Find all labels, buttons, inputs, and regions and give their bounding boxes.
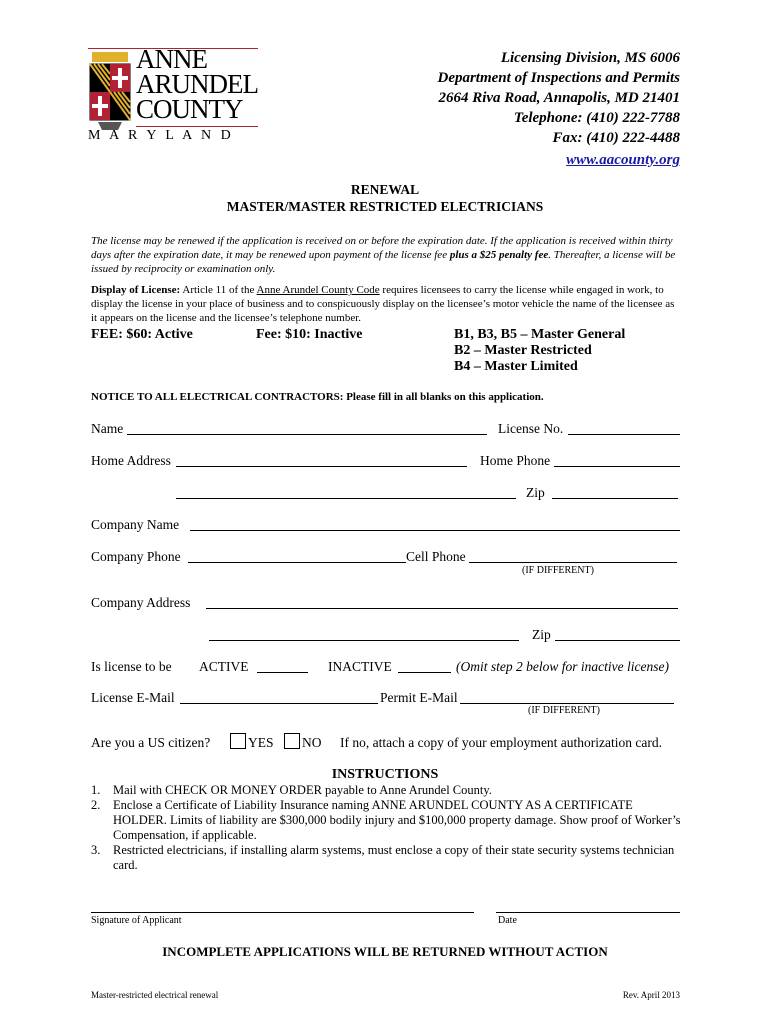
display-pre: Article 11 of the	[182, 284, 255, 296]
instruction-item-3: 3. Restricted electricians, if installing alarm systems, must enclose a copy of their state security systems technician card.	[91, 843, 675, 872]
cell-phone-if-different: (IF DIFFERENT)	[522, 565, 594, 576]
address-line-2: Department of Inspections and Permits	[437, 70, 680, 86]
citizen-note: If no, attach a copy of your employment authorization card.	[340, 735, 663, 750]
no-option[interactable]	[284, 733, 322, 751]
county-logo	[88, 40, 258, 150]
logo-name-2: ARUNDEL	[136, 69, 258, 99]
cell-phone-field[interactable]	[469, 562, 677, 563]
cell-phone-label: Cell Phone	[406, 549, 466, 564]
address-block	[437, 48, 680, 170]
signature-field[interactable]	[91, 912, 474, 913]
fee-inactive: Fee: $10: Inactive	[256, 327, 363, 342]
home-address-line-2[interactable]	[176, 498, 516, 499]
address-line-3: 2664 Riva Road, Annapolis, MD 21401	[438, 90, 680, 106]
permit-email-label: Permit E-Mail	[380, 690, 458, 705]
no-label: NO	[302, 735, 322, 750]
incomplete-warning: INCOMPLETE APPLICATIONS WILL BE RETURNED WITHOUT ACTION	[162, 944, 608, 959]
instructions-list	[91, 783, 683, 873]
fee-active: FEE: $60: Active	[91, 327, 193, 342]
name-field[interactable]	[127, 434, 487, 435]
fee-class-3: B4 – Master Limited	[454, 359, 578, 374]
us-citizen-label: Are you a US citizen?	[91, 735, 211, 750]
permit-email-field[interactable]	[460, 703, 674, 704]
intro-text: The license may be renewed if the application is received on or before the expiration date. If the application is received within thirty days after the expiration date, it may be renewed upon payment of the license fee	[91, 235, 673, 261]
license-no-label: License No.	[498, 421, 564, 436]
footer-revision: Rev. April 2013	[622, 990, 680, 1000]
home-address-label: Home Address	[91, 453, 171, 468]
instruction-item-2: 2. Enclose a Certificate of Liability Insurance naming ANNE ARUNDEL COUNTY AS A CERTIFICATE HOLDER. Limits of liability are $300,000 bodily injury and $100,000 property damage. Show proof of Worker’s Compensation, if applicable.	[91, 798, 681, 842]
display-label: Display of License:	[91, 284, 181, 296]
yes-option[interactable]	[230, 733, 274, 751]
company-address-label: Company Address	[91, 595, 191, 610]
telephone: Telephone: (410) 222-7788	[513, 110, 680, 126]
notice: NOTICE TO ALL ELECTRICAL CONTRACTORS: Please fill in all blanks on this application.	[91, 391, 544, 403]
county-seal-icon	[88, 50, 132, 132]
fax: Fax: (410) 222-4488	[552, 130, 680, 146]
home-phone-field[interactable]	[554, 466, 680, 467]
home-address-field[interactable]	[176, 466, 467, 467]
company-phone-label: Company Phone	[91, 549, 181, 564]
website-link[interactable]: www.aacounty.org	[566, 152, 680, 168]
date-field[interactable]	[496, 912, 680, 913]
logo-name-1: ANNE	[136, 44, 207, 74]
name-label: Name	[91, 421, 124, 436]
permit-email-if-different: (IF DIFFERENT)	[528, 705, 600, 716]
intro-penalty: plus a $25 penalty fee	[449, 249, 549, 261]
no-checkbox[interactable]	[284, 733, 300, 749]
company-name-label: Company Name	[91, 517, 180, 532]
license-status-label: Is license to be	[91, 659, 172, 674]
date-label: Date	[498, 915, 517, 926]
active-field[interactable]	[257, 672, 308, 673]
company-address-field[interactable]	[206, 608, 678, 609]
company-address-line-2[interactable]	[209, 640, 519, 641]
license-no-field[interactable]	[568, 434, 680, 435]
instructions-heading: INSTRUCTIONS	[331, 767, 439, 782]
instruction-item-1: 1. Mail with CHECK OR MONEY ORDER payable to Anne Arundel County.	[91, 783, 492, 797]
home-phone-label: Home Phone	[480, 453, 551, 468]
yes-checkbox[interactable]	[230, 733, 246, 749]
intro-paragraph	[91, 234, 683, 276]
omit-note: (Omit step 2 below for inactive license)	[456, 659, 669, 674]
company-zip-field[interactable]	[555, 640, 680, 641]
active-label: ACTIVE	[199, 659, 249, 674]
home-zip-label: Zip	[526, 485, 545, 500]
footer-form-name: Master-restricted electrical renewal	[91, 990, 219, 1000]
signature-label: Signature of Applicant	[91, 915, 182, 926]
display-paragraph	[91, 283, 683, 325]
intro-end: . Thereafter, a license will be issued by reciprocity or examination only.	[91, 249, 676, 275]
code-link[interactable]: Anne Arundel County Code	[256, 284, 380, 296]
address-line-1: Licensing Division, MS 6006	[500, 50, 680, 66]
inactive-label: INACTIVE	[328, 659, 392, 674]
company-name-field[interactable]	[190, 530, 680, 531]
page-title: MASTER/MASTER RESTRICTED ELECTRICIANS	[226, 199, 544, 214]
display-post: requires licensees to carry the license while engaged in work, to display the license in your place of business and to conspicuously display on the licensee’s motor vehicle the name of the licensee as it appears on the license and the licensee’s telephone number.	[91, 284, 675, 324]
company-zip-label: Zip	[532, 627, 551, 642]
title-renewal: RENEWAL	[350, 182, 420, 197]
fee-class-1: B1, B3, B5 – Master General	[454, 327, 626, 342]
logo-rule-2	[136, 126, 258, 127]
license-email-label: License E-Mail	[91, 690, 175, 705]
license-email-field[interactable]	[180, 703, 378, 704]
yes-label: YES	[248, 735, 274, 750]
logo-state: M A R Y L A N D	[88, 128, 234, 143]
company-phone-field[interactable]	[188, 562, 406, 563]
home-zip-field[interactable]	[552, 498, 678, 499]
logo-name-3: COUNTY	[136, 94, 243, 124]
inactive-field[interactable]	[398, 672, 451, 673]
fee-class-2: B2 – Master Restricted	[454, 343, 592, 358]
